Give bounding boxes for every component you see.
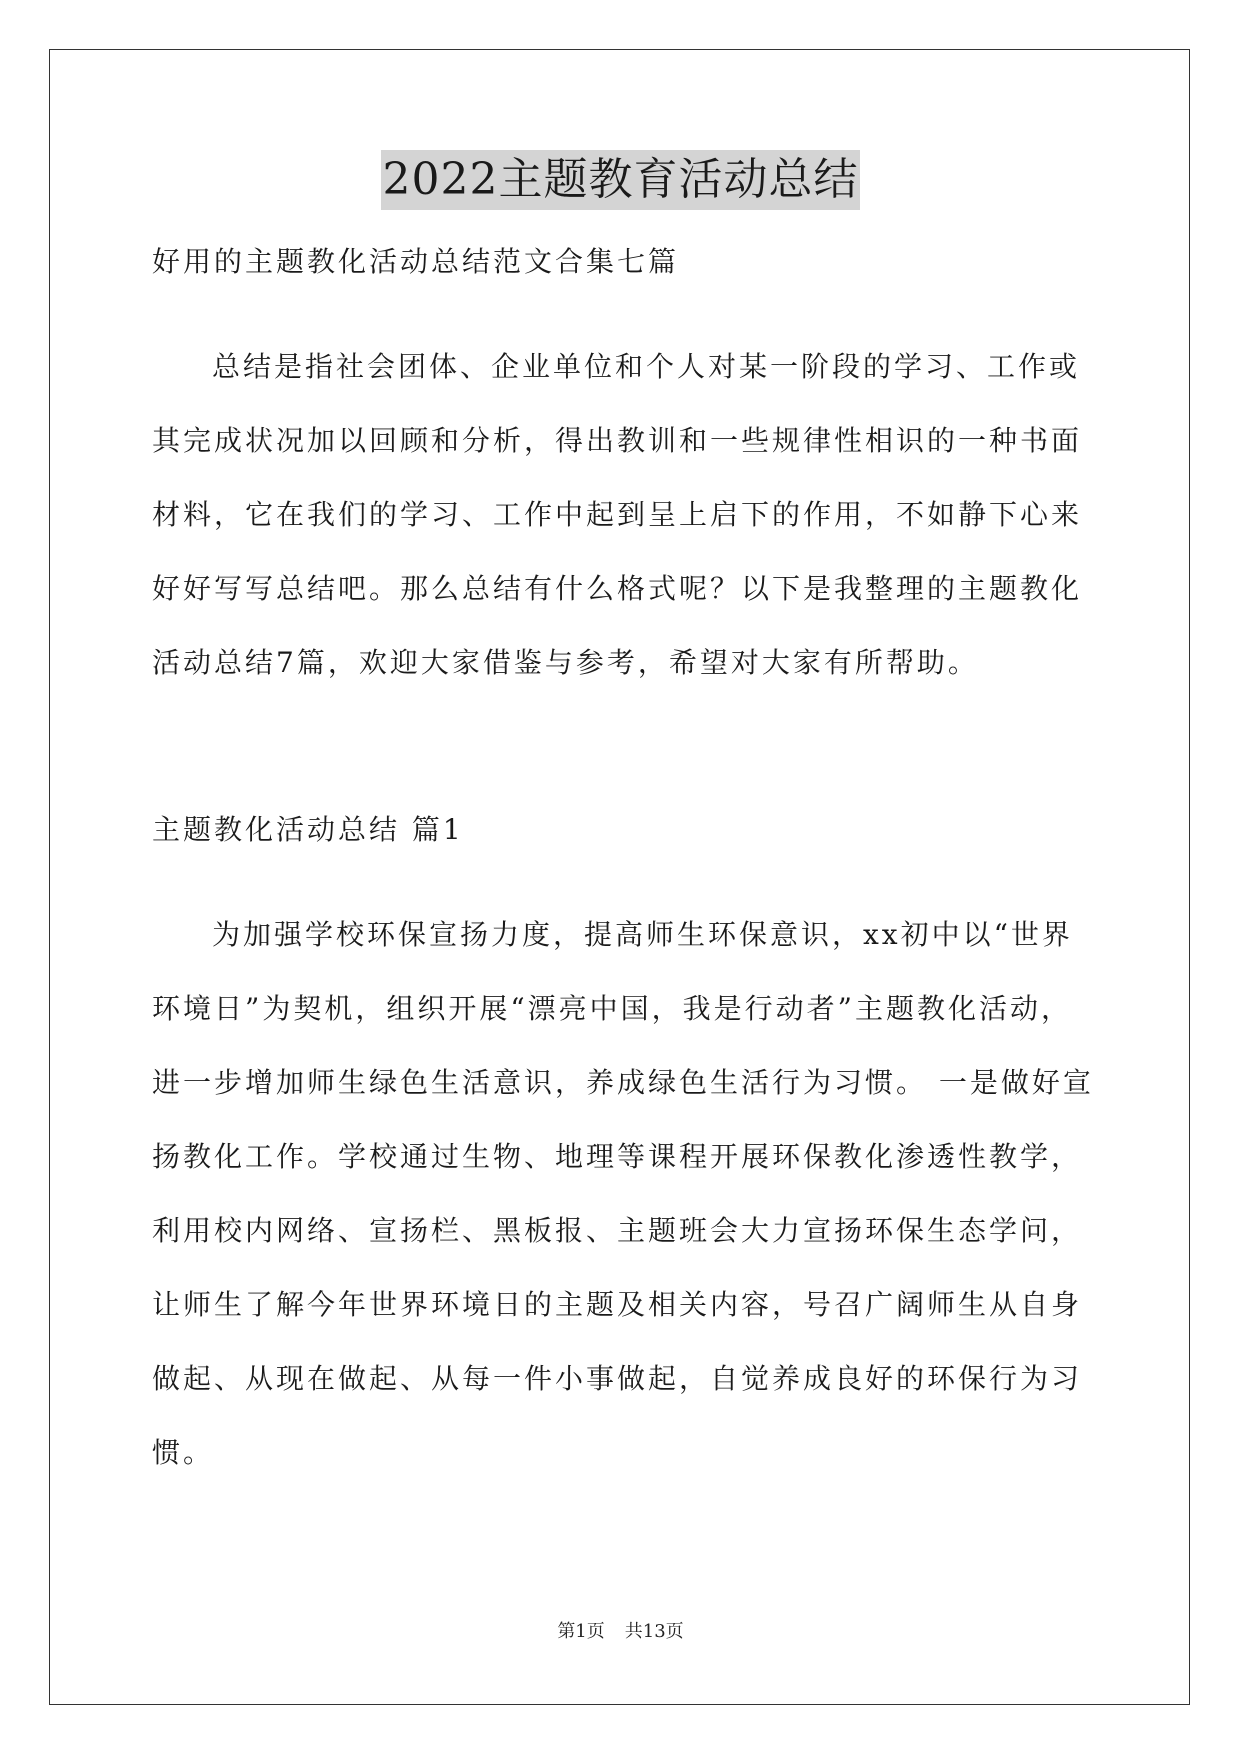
- intro-line-5: 活动总结7篇，欢迎大家借鉴与参考，希望对大家有所帮助。: [152, 646, 979, 679]
- section-line-3: 进一步增加师生绿色生活意识，养成绿色生活行为习惯。 一是做好宣: [152, 1066, 1094, 1099]
- page-border: [49, 49, 1190, 1705]
- section-line-5: 利用校内网络、宣扬栏、黑板报、主题班会大力宣扬环保生态学问，: [152, 1214, 1083, 1247]
- page-number-total: 共13页: [624, 1621, 684, 1642]
- section-line-4: 扬教化工作。学校通过生物、地理等课程开展环保教化渗透性教学，: [152, 1140, 1083, 1173]
- section-line-6: 让师生了解今年世界环境日的主题及相关内容，号召广阔师生从自身: [152, 1288, 1083, 1321]
- page-footer: [0, 1620, 1241, 1644]
- intro-line-3: 材料，它在我们的学习、工作中起到呈上启下的作用，不如静下心来: [152, 498, 1083, 531]
- section-line-1: 为加强学校环保宣扬力度，提高师生环保意识，xx初中以“世界: [212, 918, 1073, 951]
- intro-line-4: 好好写写总结吧。那么总结有什么格式呢？以下是我整理的主题教化: [152, 572, 1083, 605]
- document-subtitle: 好用的主题教化活动总结范文合集七篇: [152, 245, 680, 278]
- page-number-current: 第1页: [557, 1621, 605, 1642]
- section-heading: 主题教化活动总结 篇1: [152, 813, 464, 846]
- section-line-7: 做起、从现在做起、从每一件小事做起，自觉养成良好的环保行为习: [152, 1362, 1083, 1395]
- title-container: [0, 150, 1241, 210]
- document-title: 2022主题教育活动总结: [381, 150, 861, 210]
- section-line-8: 惯。: [152, 1436, 215, 1469]
- section-line-2: 环境日”为契机，组织开展“漂亮中国，我是行动者”主题教化活动，: [152, 992, 1072, 1025]
- intro-line-2: 其完成状况加以回顾和分析，得出教训和一些规律性相识的一种书面: [152, 424, 1083, 457]
- intro-line-1: 总结是指社会团体、企业单位和个人对某一阶段的学习、工作或: [212, 350, 1081, 383]
